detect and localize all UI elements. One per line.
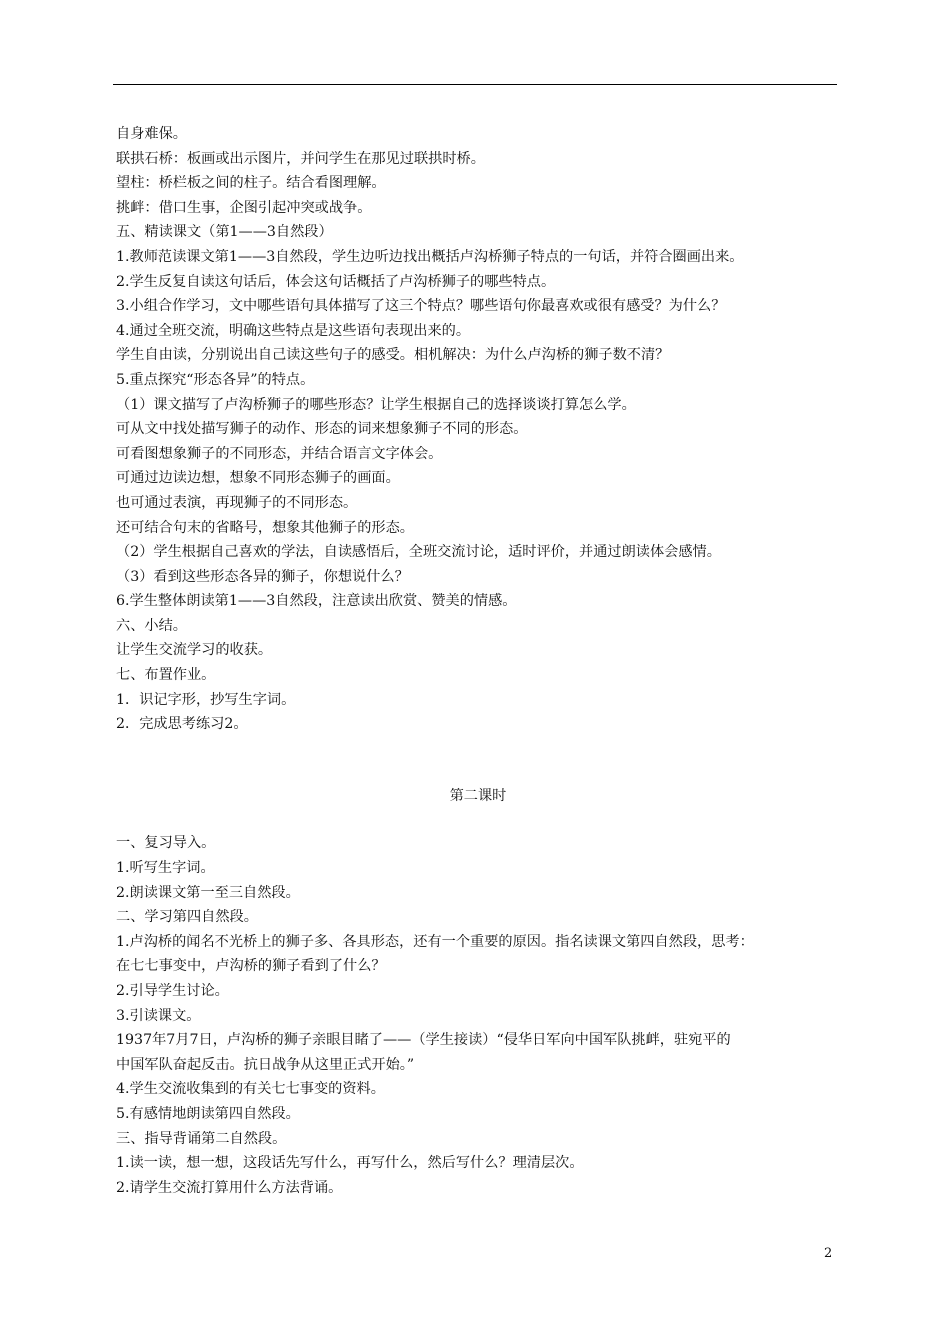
text-line: 挑衅：借口生事，企图引起冲突或战争。 xyxy=(116,199,372,216)
lesson-title: 第二课时 xyxy=(449,787,507,804)
text-line: 望柱：桥栏板之间的柱子。结合看图理解。 xyxy=(116,175,386,192)
text-line: 3.小组合作学习，文中哪些语句具体描写了这三个特点？哪些语句你最喜欢或很有感受？为什么？ xyxy=(116,298,726,315)
text-line: 1．识记字形，抄写生字词。 xyxy=(116,691,296,708)
text-line: 5.重点探究“形态各异”的特点。 xyxy=(116,371,315,388)
text-line: 5.有感情地朗读第四自然段。 xyxy=(116,1105,300,1122)
text-line: 学生自由读，分别说出自己读这些句子的感受。相机解决：为什么卢沟桥的狮子数不清？ xyxy=(116,347,670,364)
section-heading: 六、小结。 xyxy=(116,617,187,634)
part-one xyxy=(116,122,840,737)
text-line: 4.学生交流收集到的有关七七事变的资料。 xyxy=(116,1081,385,1098)
section-heading: 三、指导背诵第二自然段。 xyxy=(116,1130,287,1147)
text-line: 1.读一读，想一想，这段话先写什么，再写什么，然后写什么？理清层次。 xyxy=(116,1155,584,1172)
text-line: 1.教师范读课文第1——3自然段，学生边听边找出概括卢沟桥狮子特点的一句话，并符合圈画出来。 xyxy=(116,248,744,265)
text-line: 可通过边读边想，想象不同形态狮子的画面。 xyxy=(116,470,400,487)
text-line: 1937年7月7日，卢沟桥的狮子亲眼目睹了——（学生接读）“侵华日军向中国军队挑衅，驻宛平的 xyxy=(116,1032,731,1049)
section-heading: 五、精读课文（第1——3自然段） xyxy=(116,224,333,241)
text-line: （3）看到这些形态各异的狮子，你想说什么？ xyxy=(116,568,409,585)
document-body xyxy=(116,122,840,1200)
text-line: 还可结合句末的省略号，想象其他狮子的形态。 xyxy=(116,519,414,536)
text-line: 可从文中找处描写狮子的动作、形态的词来想象狮子不同的形态。 xyxy=(116,421,528,438)
section-heading: 七、布置作业。 xyxy=(116,667,216,684)
text-line: 1.卢沟桥的闻名不光桥上的狮子多、各具形态，还有一个重要的原因。指名读课文第四自然段，思考： xyxy=(116,933,754,950)
text-line: 自身难保。 xyxy=(116,126,187,142)
text-line: 2.引导学生讨论。 xyxy=(116,983,229,999)
text-line: 联拱石桥：板画或出示图片，并问学生在那见过联拱时桥。 xyxy=(116,150,485,167)
text-line: 1.听写生字词。 xyxy=(116,860,215,877)
text-line: 2.朗读课文第一至三自然段。 xyxy=(116,884,300,901)
header-rule xyxy=(113,84,837,85)
text-line: 4.通过全班交流，明确这些特点是这些语句表现出来的。 xyxy=(116,322,471,339)
text-line: 在七七事变中，卢沟桥的狮子看到了什么？ xyxy=(116,958,386,975)
text-line: 2．完成思考练习2。 xyxy=(116,716,248,733)
text-line: （2）学生根据自己喜欢的学法，自读感悟后，全班交流讨论，适时评价，并通过朗读体会感情。 xyxy=(116,544,721,561)
text-line: 可看图想象狮子的不同形态，并结合语言文字体会。 xyxy=(116,445,443,462)
text-line: 让学生交流学习的收获。 xyxy=(116,642,273,659)
page-number: 2 xyxy=(824,1246,833,1261)
part-two xyxy=(116,831,840,1200)
section-heading: 一、复习导入。 xyxy=(116,835,216,852)
section-heading: 二、学习第四自然段。 xyxy=(116,909,258,926)
text-line: 也可通过表演，再现狮子的不同形态。 xyxy=(116,494,358,511)
text-line: 2.请学生交流打算用什么方法背诵。 xyxy=(116,1179,343,1196)
text-line: 6.学生整体朗读第1——3自然段，注意读出欣赏、赞美的情感。 xyxy=(116,593,517,610)
text-line: 2.学生反复自读这句话后，体会这句话概括了卢沟桥狮子的哪些特点。 xyxy=(116,273,556,290)
text-line: （1）课文描写了卢沟桥狮子的哪些形态？让学生根据自己的选择谈谈打算怎么学。 xyxy=(116,396,636,413)
text-line: 3.引读课文。 xyxy=(116,1007,201,1024)
text-line: 中国军队奋起反击。抗日战争从这里正式开始。” xyxy=(116,1056,415,1073)
